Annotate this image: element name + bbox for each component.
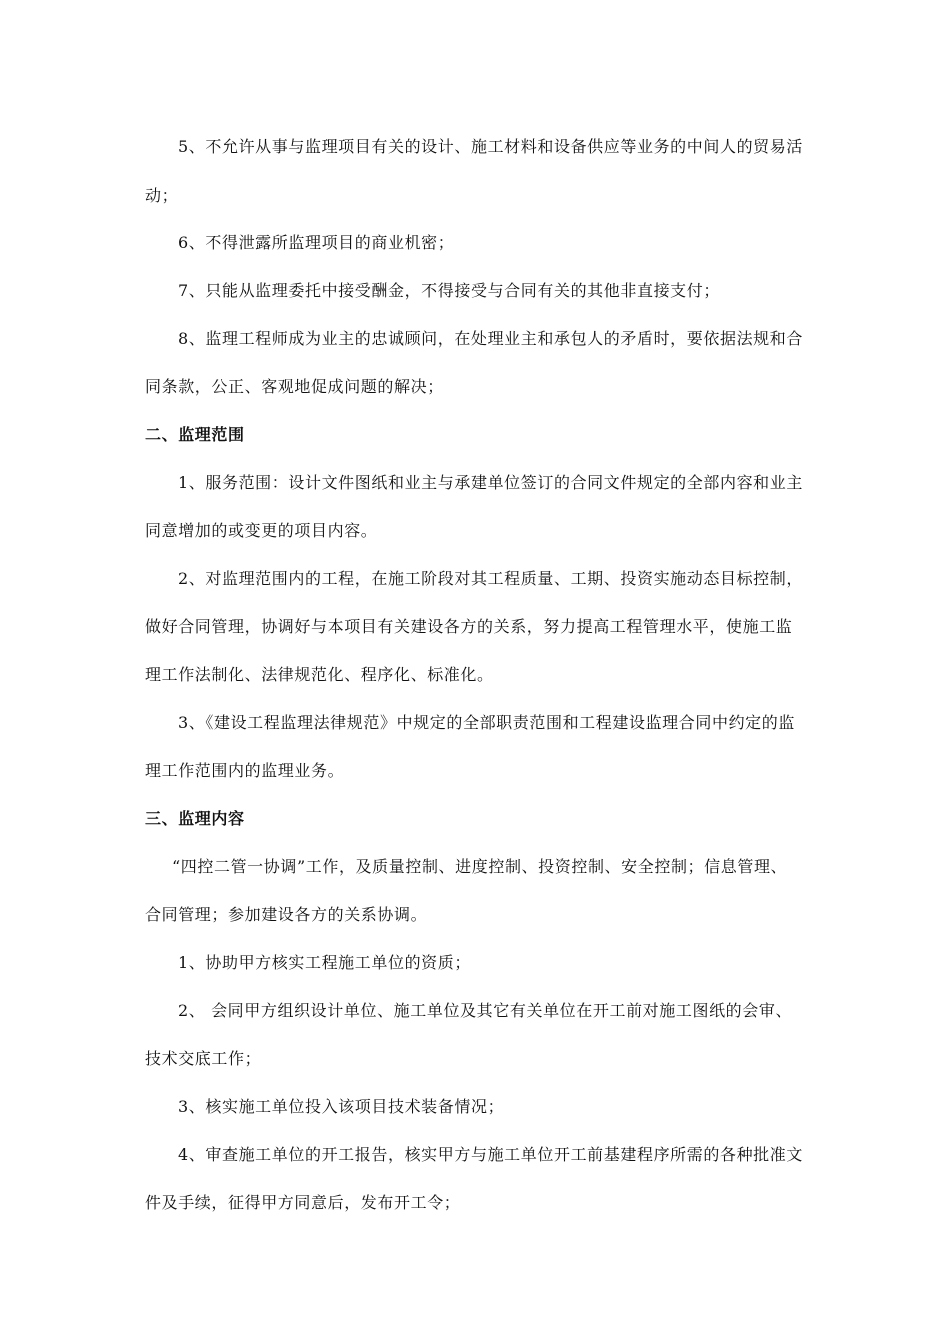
text-line: 同条款，公正、客观地促成问题的解决； <box>145 377 444 396</box>
text-line: 4、审查施工单位的开工报告，核实甲方与施工单位开工前基建程序所需的各种批准文 <box>178 1145 803 1164</box>
text-line: 8、监理工程师成为业主的忠诚顾问，在处理业主和承包人的矛盾时，要依据法规和合 <box>178 329 803 348</box>
text-line: 动； <box>145 186 179 205</box>
text-line: “四控二管一协调”工作，及质量控制、进度控制、投资控制、安全控制；信息管理、 <box>172 857 788 876</box>
text-line: 理工作法制化、法律规范化、程序化、标准化。 <box>145 665 494 684</box>
text-line: 7、只能从监理委托中接受酬金，不得接受与合同有关的其他非直接支付； <box>178 281 720 300</box>
text-line: 1、服务范围：设计文件图纸和业主与承建单位签订的合同文件规定的全部内容和业主 <box>178 473 803 492</box>
section-heading: 二、监理范围 <box>145 425 245 444</box>
text-line: 6、不得泄露所监理项目的商业机密； <box>178 233 455 252</box>
text-line: 合同管理；参加建设各方的关系协调。 <box>145 905 428 924</box>
text-line: 件及手续，征得甲方同意后，发布开工令； <box>145 1193 461 1212</box>
text-line: 5、不允许从事与监理项目有关的设计、施工材料和设备供应等业务的中间人的贸易活 <box>178 137 803 156</box>
section-heading: 三、监理内容 <box>145 809 245 828</box>
text-line: 技术交底工作； <box>145 1049 262 1068</box>
text-line: 做好合同管理，协调好与本项目有关建设各方的关系，努力提高工程管理水平，使施工监 <box>145 617 793 636</box>
text-line: 1、协助甲方核实工程施工单位的资质； <box>178 953 471 972</box>
text-line: 2、对监理范围内的工程，在施工阶段对其工程质量、工期、投资实施动态目标控制， <box>178 569 803 588</box>
text-line: 同意增加的或变更的项目内容。 <box>145 521 378 540</box>
text-line: 2、 会同甲方组织设计单位、施工单位及其它有关单位在开工前对施工图纸的会审、 <box>178 1001 793 1020</box>
text-line: 3、《建设工程监理法律规范》中规定的全部职责范围和工程建设监理合同中约定的监 <box>178 713 795 732</box>
text-line: 3、核实施工单位投入该项目技术装备情况； <box>178 1097 505 1116</box>
text-line: 理工作范围内的监理业务。 <box>145 761 345 780</box>
